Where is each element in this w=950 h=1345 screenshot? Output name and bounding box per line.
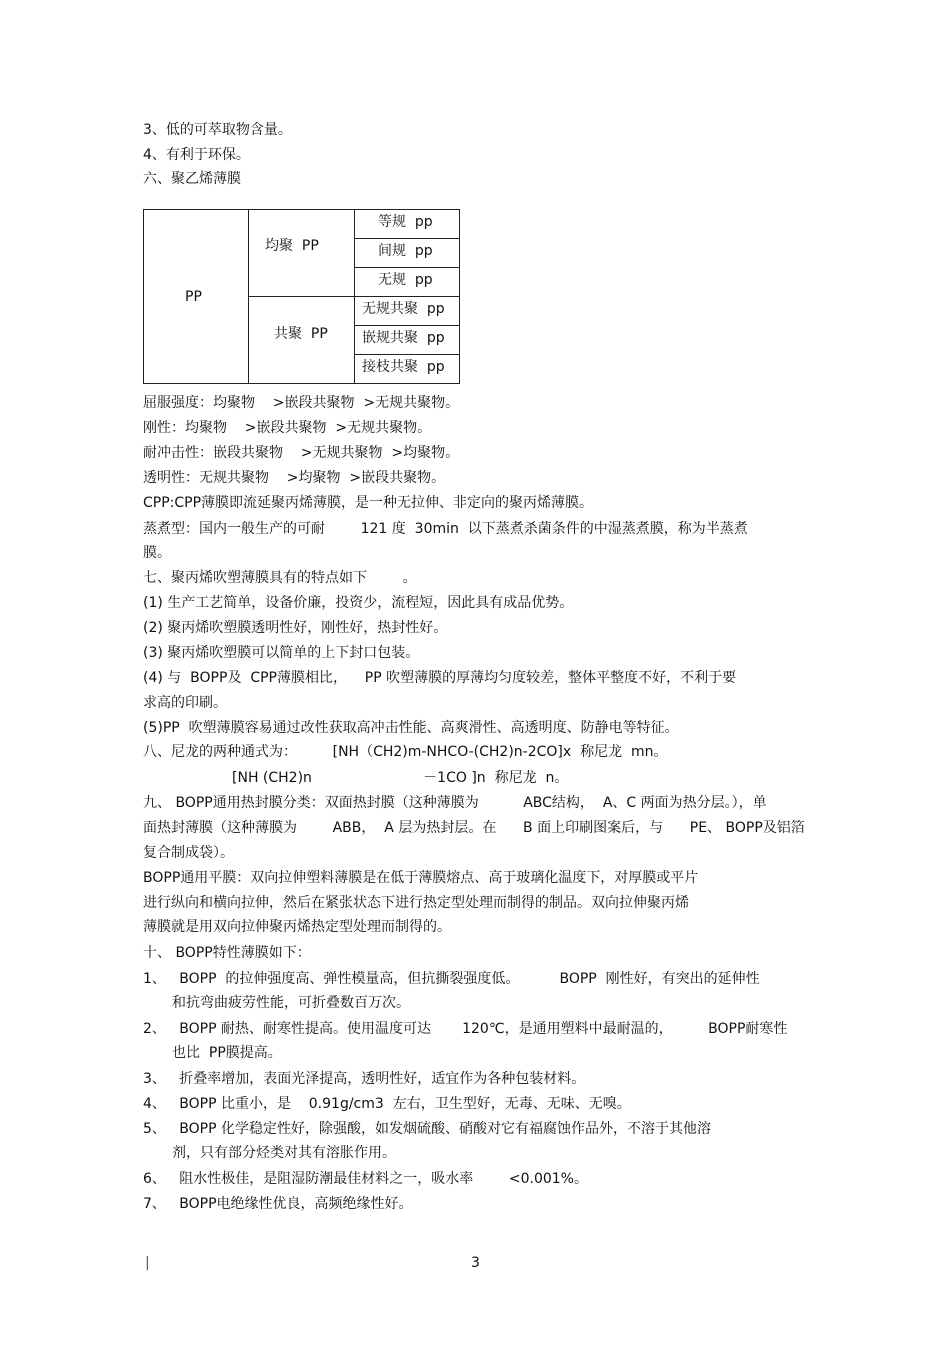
table-item-cell: 无规共聚 pp bbox=[362, 301, 445, 317]
table-root-cell: PP bbox=[185, 289, 202, 305]
table-item-cell: 等规 pp bbox=[378, 214, 433, 230]
table-item-cell: 间规 pp bbox=[378, 243, 433, 259]
table-row-divider bbox=[354, 267, 460, 268]
text-line: (5)PP 吹塑薄膜容易通过改性获取高冲击性能、高爽滑性、高透明度、防静电等特征。 bbox=[143, 720, 679, 736]
table-group-cell: 均聚 PP bbox=[265, 238, 319, 254]
text-line: 屈服强度：均聚物 >嵌段共聚物 >无规共聚物。 bbox=[143, 395, 460, 411]
text-line: 蒸煮型：国内一般生产的可耐 121 度 30min 以下蒸煮杀菌条件的中湿蒸煮膜，称为半蒸煮 bbox=[143, 521, 748, 537]
list-item: 2、 BOPP 耐热、耐寒性提高。使用温度可达 120℃，是通用塑料中最耐温的， BOPP耐寒性 bbox=[143, 1021, 788, 1037]
text-line: 求高的印刷。 bbox=[143, 695, 227, 711]
list-item: 6、 阻水性极佳，是阻湿防潮最佳材料之一，吸水率 <0.001%。 bbox=[143, 1171, 588, 1187]
table-row-divider bbox=[354, 325, 460, 326]
table-item-cell: 无规 pp bbox=[378, 272, 433, 288]
table-row-divider bbox=[354, 354, 460, 355]
text-line: 薄膜就是用双向拉伸聚丙烯热定型处理而制得的。 bbox=[143, 919, 451, 935]
text-line: 刚性：均聚物 >嵌段共聚物 >无规共聚物。 bbox=[143, 420, 432, 436]
section-heading: 八、尼龙的两种通式为： [NH（CH2)m-NHCO-(CH2)n-2CO]x 称尼龙 mn。 bbox=[143, 744, 668, 760]
list-item: 1、 BOPP 的拉伸强度高、弹性模量高，但抗撕裂强度低。 BOPP 刚性好，有突出的延伸性 bbox=[143, 971, 760, 987]
section-heading: 十、 BOPP特性薄膜如下： bbox=[143, 945, 311, 961]
table-item-cell: 接枝共聚 pp bbox=[362, 359, 445, 375]
list-item-continuation: 和抗弯曲疲劳性能，可折叠数百万次。 bbox=[172, 995, 410, 1011]
text-line: 透明性：无规共聚物 >均聚物 >嵌段共聚物。 bbox=[143, 470, 446, 486]
table-group-cell: 共聚 PP bbox=[274, 326, 328, 342]
text-line: (2) 聚丙烯吹塑膜透明性好，刚性好，热封性好。 bbox=[143, 620, 448, 636]
list-item: 3、 折叠率增加，表面光泽提高，透明性好，适宜作为各种包装材料。 bbox=[143, 1071, 586, 1087]
list-item: 5、 BOPP 化学稳定性好，除强酸，如发烟硫酸、硝酸对它有福腐蚀作品外，不溶于其他溶 bbox=[143, 1121, 711, 1137]
table-row-divider bbox=[354, 238, 460, 239]
text-line: 面热封薄膜（这种薄膜为 ABB， A 层为热封层。在 B 面上印刷图案后，与 PE、 BOPP及铝箔 bbox=[143, 820, 805, 836]
section-heading: 七、聚丙烯吹塑薄膜具有的特点如下 。 bbox=[143, 570, 417, 586]
text-line: [NH (CH2)n －1CO ]n 称尼龙 n。 bbox=[143, 770, 569, 786]
text-line: (1) 生产工艺简单，设备价廉，投资少，流程短，因此具有成品优势。 bbox=[143, 595, 574, 611]
table-row-divider bbox=[248, 296, 460, 297]
text-line: 进行纵向和横向拉伸，然后在紧张状态下进行热定型处理而制得的制品。双向拉伸聚丙烯 bbox=[143, 895, 689, 911]
table-item-cell: 嵌规共聚 pp bbox=[362, 330, 445, 346]
section-heading: 九、 BOPP通用热封膜分类：双面热封膜（这种薄膜为 ABC结构， A、C 两面为热分层。），单 bbox=[143, 795, 767, 811]
page-number: 3 bbox=[471, 1255, 480, 1271]
text-line: 膜。 bbox=[143, 545, 171, 561]
text-line: 复合制成袋）。 bbox=[143, 845, 234, 861]
text-line: (4) 与 BOPP及 CPP薄膜相比， PP 吹塑薄膜的厚薄均匀度较差，整体平整度不好，不利于要 bbox=[143, 670, 737, 686]
text-line: (3) 聚丙烯吹塑膜可以简单的上下封口包装。 bbox=[143, 645, 420, 661]
footer-mark: | bbox=[145, 1255, 150, 1271]
text-line: CPP:CPP薄膜即流延聚丙烯薄膜，是一种无拉伸、非定向的聚丙烯薄膜。 bbox=[143, 495, 594, 511]
list-item: 7、 BOPP电绝缘性优良，高频绝缘性好。 bbox=[143, 1196, 413, 1212]
list-item: 4、 BOPP 比重小，是 0.91g/cm3 左右，卫生型好，无毒、无味、无嗅。 bbox=[143, 1096, 631, 1112]
section-heading: 六、聚乙烯薄膜 bbox=[143, 171, 241, 187]
text-line: BOPP通用平膜：双向拉伸塑料薄膜是在低于薄膜熔点、高于玻璃化温度下，对厚膜或平片 bbox=[143, 870, 699, 886]
text-line: 耐冲击性：嵌段共聚物 >无规共聚物 >均聚物。 bbox=[143, 445, 460, 461]
text-line: 3、低的可萃取物含量。 bbox=[143, 122, 292, 138]
list-item-continuation: 也比 PP膜提高。 bbox=[172, 1045, 282, 1061]
text-line: 4、有利于环保。 bbox=[143, 147, 250, 163]
list-item-continuation: 剂，只有部分烃类对其有溶胀作用。 bbox=[172, 1145, 396, 1161]
